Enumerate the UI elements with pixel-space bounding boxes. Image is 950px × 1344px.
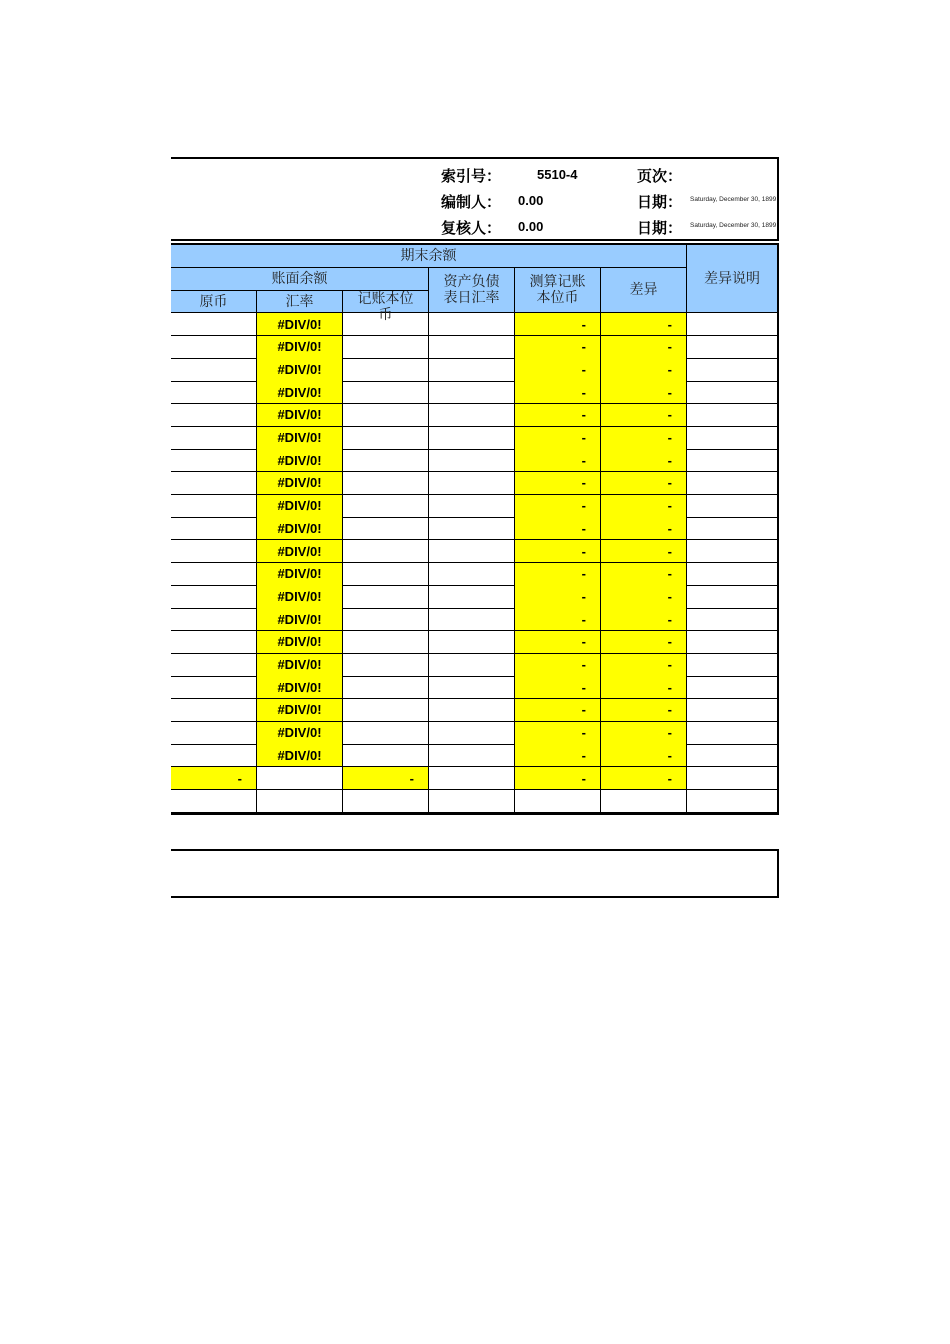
difference-cell: - (601, 722, 687, 745)
difference-note-cell (687, 427, 777, 450)
original-currency-cell (171, 381, 257, 404)
prepared-date-value: Saturday, December 30, 1899 (690, 196, 777, 203)
difference-cell: - (601, 608, 687, 631)
difference-note-cell (687, 585, 777, 608)
calc-base-currency-cell: - (515, 313, 601, 336)
original-currency-cell (171, 495, 257, 518)
calc-base-currency-cell: - (515, 744, 601, 767)
difference-cell: - (601, 744, 687, 767)
book-base-currency-cell (343, 585, 429, 608)
bs-date-rate-cell (429, 744, 515, 767)
bs-date-rate-cell (429, 722, 515, 745)
book-base-currency-cell (343, 722, 429, 745)
note-box (171, 849, 779, 898)
difference-note-cell (687, 449, 777, 472)
book-base-currency-cell (343, 404, 429, 427)
calc-base-currency-cell: - (515, 654, 601, 677)
original-currency-cell (171, 427, 257, 450)
bs-date-rate-cell (429, 676, 515, 699)
difference-cell: - (601, 449, 687, 472)
original-currency-cell (171, 336, 257, 359)
blank-cell (687, 790, 777, 813)
exchange-rate-cell: #DIV/0! (257, 449, 343, 472)
original-currency-cell (171, 654, 257, 677)
header-calc-base-currency: 测算记账本位币 (515, 268, 601, 313)
difference-note-cell (687, 381, 777, 404)
original-currency-cell (171, 358, 257, 381)
book-base-currency-cell (343, 631, 429, 654)
calc-base-currency-cell: - (515, 358, 601, 381)
bs-date-rate-cell (429, 336, 515, 359)
difference-cell: - (601, 540, 687, 563)
total-rate-cell (257, 767, 343, 790)
exchange-rate-cell: #DIV/0! (257, 608, 343, 631)
difference-cell: - (601, 585, 687, 608)
original-currency-cell (171, 472, 257, 495)
exchange-rate-cell: #DIV/0! (257, 517, 343, 540)
bs-date-rate-cell (429, 381, 515, 404)
book-base-currency-cell (343, 358, 429, 381)
exchange-rate-cell: #DIV/0! (257, 722, 343, 745)
book-base-currency-cell (343, 608, 429, 631)
calc-base-currency-cell: - (515, 381, 601, 404)
original-currency-cell (171, 744, 257, 767)
original-currency-cell (171, 585, 257, 608)
calc-base-currency-cell: - (515, 449, 601, 472)
difference-note-cell (687, 517, 777, 540)
original-currency-cell (171, 608, 257, 631)
book-base-currency-cell (343, 313, 429, 336)
exchange-rate-cell: #DIV/0! (257, 427, 343, 450)
difference-cell: - (601, 495, 687, 518)
difference-cell: - (601, 631, 687, 654)
difference-note-cell (687, 654, 777, 677)
total-calc-cell: - (515, 767, 601, 790)
total-bs-rate-cell (429, 767, 515, 790)
difference-note-cell (687, 404, 777, 427)
calc-base-currency-cell: - (515, 495, 601, 518)
reviewer-value: 0.00 (518, 219, 544, 234)
difference-note-cell (687, 722, 777, 745)
exchange-rate-cell: #DIV/0! (257, 472, 343, 495)
prepared-date-label: 日期： (637, 193, 683, 211)
exchange-rate-cell: #DIV/0! (257, 699, 343, 722)
book-base-currency-cell (343, 449, 429, 472)
index-number-value: 5510-4 (537, 167, 578, 182)
book-base-currency-cell (343, 427, 429, 450)
original-currency-cell (171, 540, 257, 563)
bs-date-rate-cell (429, 427, 515, 450)
bs-date-rate-cell (429, 699, 515, 722)
header-exchange-rate: 汇率 (257, 291, 343, 313)
difference-cell: - (601, 472, 687, 495)
blank-cell (171, 790, 257, 813)
original-currency-cell (171, 449, 257, 472)
difference-note-cell (687, 744, 777, 767)
bs-date-rate-cell (429, 449, 515, 472)
bs-date-rate-cell (429, 540, 515, 563)
bs-date-rate-cell (429, 517, 515, 540)
total-difference-cell: - (601, 767, 687, 790)
difference-cell: - (601, 381, 687, 404)
difference-note-cell (687, 676, 777, 699)
calc-base-currency-cell: - (515, 699, 601, 722)
header-period-end-balance: 期末余额 (171, 245, 687, 268)
difference-cell: - (601, 427, 687, 450)
blank-cell (515, 790, 601, 813)
bs-date-rate-cell (429, 563, 515, 586)
calc-base-currency-cell: - (515, 427, 601, 450)
exchange-rate-cell: #DIV/0! (257, 676, 343, 699)
calc-base-currency-cell: - (515, 404, 601, 427)
bs-date-rate-cell (429, 404, 515, 427)
preparer-label: 编制人： (441, 193, 502, 211)
calc-base-currency-cell: - (515, 517, 601, 540)
difference-cell: - (601, 404, 687, 427)
exchange-rate-cell: #DIV/0! (257, 358, 343, 381)
exchange-rate-cell: #DIV/0! (257, 540, 343, 563)
book-base-currency-cell (343, 699, 429, 722)
bs-date-rate-cell (429, 495, 515, 518)
preparer-value: 0.00 (518, 193, 544, 208)
reviewed-date-label: 日期： (637, 219, 683, 237)
bs-date-rate-cell (429, 472, 515, 495)
calc-base-currency-cell: - (515, 336, 601, 359)
original-currency-cell (171, 313, 257, 336)
book-base-currency-cell (343, 472, 429, 495)
reviewed-date-value: Saturday, December 30, 1899 (690, 222, 777, 229)
exchange-rate-cell: #DIV/0! (257, 495, 343, 518)
bs-date-rate-cell (429, 313, 515, 336)
difference-note-cell (687, 563, 777, 586)
difference-cell: - (601, 699, 687, 722)
original-currency-cell (171, 517, 257, 540)
difference-note-cell (687, 358, 777, 381)
exchange-rate-cell: #DIV/0! (257, 631, 343, 654)
difference-note-cell (687, 631, 777, 654)
calc-base-currency-cell: - (515, 676, 601, 699)
header-difference: 差异 (601, 268, 687, 313)
index-number-label: 索引号： (441, 167, 502, 185)
book-base-currency-cell (343, 495, 429, 518)
difference-note-cell (687, 495, 777, 518)
exchange-rate-cell: #DIV/0! (257, 563, 343, 586)
original-currency-cell (171, 676, 257, 699)
bs-date-rate-cell (429, 654, 515, 677)
bs-date-rate-cell (429, 358, 515, 381)
original-currency-cell (171, 404, 257, 427)
document-header (171, 157, 779, 241)
bs-date-rate-cell (429, 585, 515, 608)
exchange-rate-cell: #DIV/0! (257, 744, 343, 767)
balance-table (171, 243, 779, 815)
bs-date-rate-cell (429, 608, 515, 631)
book-base-currency-cell (343, 563, 429, 586)
difference-cell: - (601, 336, 687, 359)
exchange-rate-cell: #DIV/0! (257, 654, 343, 677)
calc-base-currency-cell: - (515, 563, 601, 586)
difference-note-cell (687, 336, 777, 359)
difference-cell: - (601, 517, 687, 540)
book-base-currency-cell (343, 336, 429, 359)
blank-cell (429, 790, 515, 813)
header-book-base-currency: 记账本位币 (343, 291, 429, 313)
bs-date-rate-cell (429, 631, 515, 654)
calc-base-currency-cell: - (515, 608, 601, 631)
original-currency-cell (171, 563, 257, 586)
difference-cell: - (601, 358, 687, 381)
difference-note-cell (687, 608, 777, 631)
difference-cell: - (601, 676, 687, 699)
calc-base-currency-cell: - (515, 472, 601, 495)
blank-cell (343, 790, 429, 813)
blank-cell (257, 790, 343, 813)
total-note-cell (687, 767, 777, 790)
exchange-rate-cell: #DIV/0! (257, 404, 343, 427)
book-base-currency-cell (343, 654, 429, 677)
book-base-currency-cell (343, 381, 429, 404)
book-base-currency-cell (343, 540, 429, 563)
calc-base-currency-cell: - (515, 631, 601, 654)
difference-cell: - (601, 313, 687, 336)
header-difference-note: 差异说明 (687, 245, 777, 313)
exchange-rate-cell: #DIV/0! (257, 585, 343, 608)
exchange-rate-cell: #DIV/0! (257, 336, 343, 359)
difference-cell: - (601, 654, 687, 677)
total-original-cell: - (171, 767, 257, 790)
page-number-label: 页次： (637, 167, 683, 185)
calc-base-currency-cell: - (515, 540, 601, 563)
difference-cell: - (601, 563, 687, 586)
reviewer-label: 复核人： (441, 219, 502, 237)
difference-note-cell (687, 699, 777, 722)
calc-base-currency-cell: - (515, 585, 601, 608)
header-book-balance: 账面余额 (171, 268, 429, 291)
difference-note-cell (687, 313, 777, 336)
difference-note-cell (687, 540, 777, 563)
original-currency-cell (171, 722, 257, 745)
difference-note-cell (687, 472, 777, 495)
exchange-rate-cell: #DIV/0! (257, 381, 343, 404)
header-bs-date-rate: 资产负债表日汇率 (429, 268, 515, 313)
exchange-rate-cell: #DIV/0! (257, 313, 343, 336)
book-base-currency-cell (343, 744, 429, 767)
blank-cell (601, 790, 687, 813)
book-base-currency-cell (343, 517, 429, 540)
total-book-base-cell: - (343, 767, 429, 790)
header-original-currency: 原币 (171, 291, 257, 313)
original-currency-cell (171, 699, 257, 722)
book-base-currency-cell (343, 676, 429, 699)
calc-base-currency-cell: - (515, 722, 601, 745)
original-currency-cell (171, 631, 257, 654)
